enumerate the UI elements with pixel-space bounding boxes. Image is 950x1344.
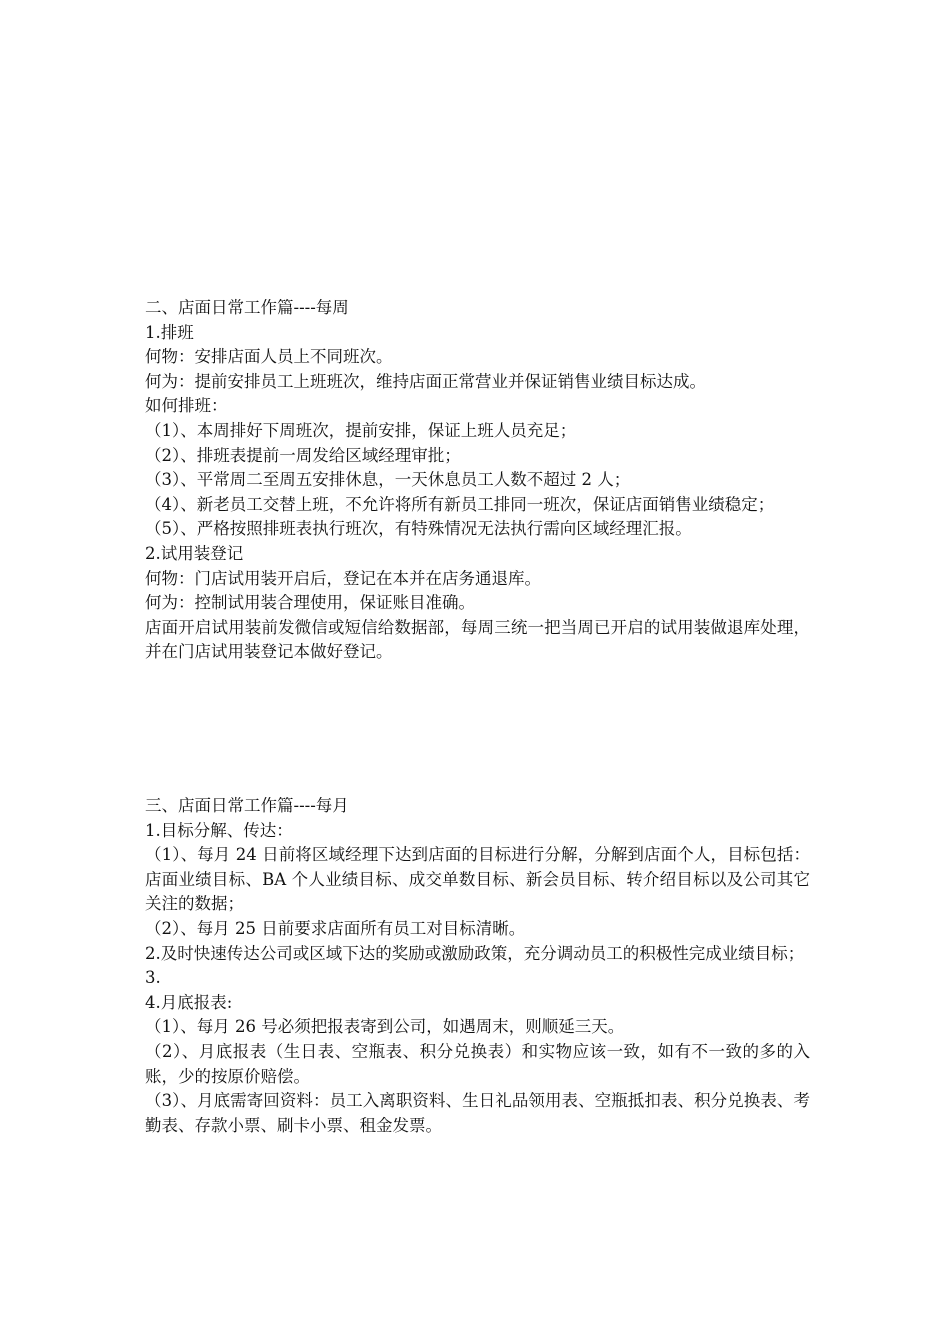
weekly-line-rule-4: （4）、新老员工交替上班，不允许将所有新员工排同一班次，保证店面销售业绩稳定； — [145, 494, 775, 514]
weekly-section — [145, 296, 810, 665]
weekly-line-rule-1: （1）、本周排好下周班次，提前安排，保证上班人员充足； — [145, 420, 577, 440]
weekly-line-scheduling-title: 1.排班 — [145, 322, 194, 342]
weekly-line-sample-title: 2.试用装登记 — [145, 543, 244, 563]
weekly-line-scheduling-what: 何物：安排店面人员上不同班次。 — [145, 347, 393, 367]
monthly-line-target-1: （1）、每月 24 日前将区域经理下达到店面的目标进行分解，分解到店面个人，目标包括：店面业绩目标、BA 个人业绩目标、成交单数目标、新会员目标、转介绍目标以及公司其它关注的数据； — [145, 845, 810, 914]
weekly-line-rule-5: （5）、严格按照排班表执行班次，有特殊情况无法执行需向区域经理汇报。 — [145, 519, 692, 539]
monthly-line-report-2: （2）、月底报表（生日表、空瓶表、积分兑换表）和实物应该一致，如有不一致的多的入账，少的按原价赔偿。 — [145, 1041, 810, 1086]
weekly-line-rule-2: （2）、排班表提前一周发给区域经理审批； — [145, 445, 461, 465]
monthly-line-target-title: 1.目标分解、传达： — [145, 820, 293, 840]
weekly-line-scheduling-why: 何为：提前安排员工上班班次，维持店面正常营业并保证销售业绩目标达成。 — [145, 371, 706, 391]
weekly-line-sample-why: 何为：控制试用装合理使用，保证账目准确。 — [145, 593, 475, 613]
weekly-line-scheduling-how: 如何排班： — [145, 396, 228, 416]
weekly-line-rule-3: （3）、平常周二至周五安排休息，一天休息员工人数不超过 2 人； — [145, 470, 631, 490]
monthly-heading: 三、店面日常工作篇----每月 — [145, 796, 349, 815]
weekly-line-sample-what: 何物：门店试用装开启后，登记在本并在店务通退库。 — [145, 568, 541, 588]
monthly-line-incentive: 2.及时快速传达公司或区域下达的奖励或激励政策，充分调动员工的积极性完成业绩目标； — [145, 943, 805, 963]
monthly-section — [145, 794, 810, 1138]
weekly-heading: 二、店面日常工作篇----每周 — [145, 298, 349, 317]
monthly-line-report-1: （1）、每月 26 号必须把报表寄到公司，如遇周末，则顺延三天。 — [145, 1017, 625, 1037]
monthly-line-target-2: （2）、每月 25 日前要求店面所有员工对目标清晰。 — [145, 918, 526, 938]
monthly-line-report-3: （3）、月底需寄回资料：员工入离职资料、生日礼品领用表、空瓶抵扣表、积分兑换表、考勤表、存款小票、刷卡小票、租金发票。 — [145, 1091, 810, 1135]
monthly-line-item-3: 3. — [145, 968, 161, 988]
monthly-line-report-title: 4.月底报表: — [145, 992, 233, 1012]
weekly-line-sample-process: 店面开启试用装前发微信或短信给数据部，每周三统一把当周已开启的试用装做退库处理，并在门店试用装登记本做好登记。 — [145, 617, 810, 662]
